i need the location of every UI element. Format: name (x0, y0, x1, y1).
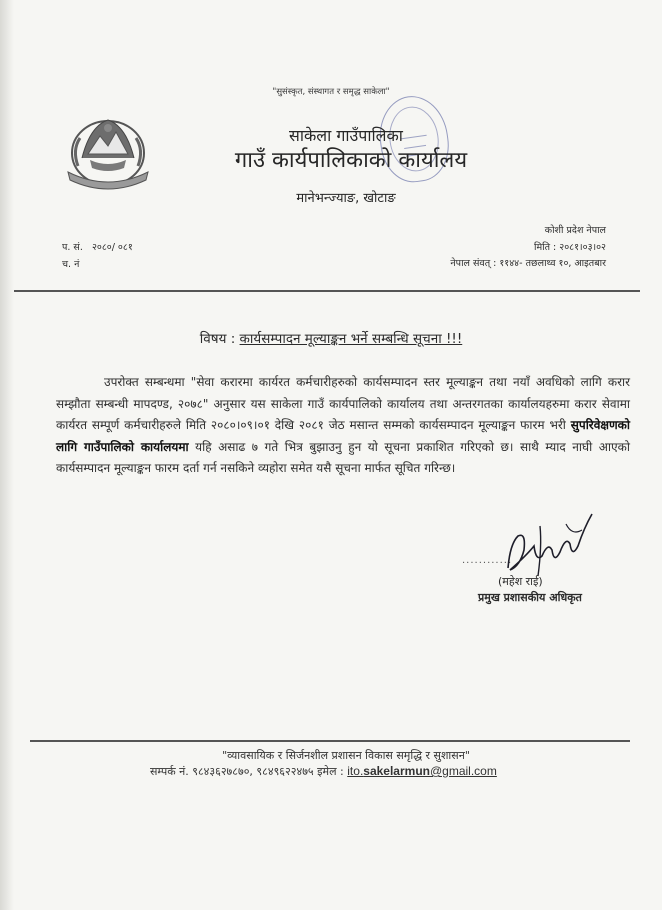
nepal-sambat-line: नेपाल संवत् : ११४४- तछलाथ्व १०, आइतबार (450, 258, 606, 269)
date-line: मिति : २०८१।०३।०२ (534, 241, 606, 253)
email-bold: sakelarmun (363, 764, 430, 778)
email-suffix: @gmail.com (429, 764, 497, 778)
footer-divider (30, 740, 630, 742)
email-link[interactable] (347, 764, 497, 778)
body-part-1: उपरोक्त सम्बन्धमा "सेवा करारमा कार्यरत कर्मचारीहरुको कार्यसम्पादन स्तर मूल्याङ्कन तथा नयाँ अवधिको लागि करार सम्झौता सम्बन्धी मापदण्ड, २०७८" अनुसार यस साकेला गाउँ कार्यपालिको कार्यालय तथा अन्तरगतका कार्यालयहरुमा करार सेवामा कार्यरत सम्पूर्ण कर्मचारीहरुले मिति २०८०।०९।०१ देखि २०८१ जेठ मसान्त सम्मको कार्यसम्पादन मूल्याङ्कन फारम भरी (56, 375, 630, 433)
signatory-title: प्रमुख प्रशासकीय अधिकृत (478, 591, 582, 604)
municipality-name: साकेला गाउँपालिका (289, 126, 403, 145)
subject-label: विषय : (199, 331, 236, 347)
body-part-2: यहि असाढ ७ गते भित्र बुझाउनु हुन यो सूचना प्रकाशित गरिएको छ। साथै म्याद नाघी आएको कार्यसम्पादन मूल्याङ्कन फारम दर्ता गर्न नसकिने व्यहोरा समेत यसै सूचना मार्फत सूचित गरिन्छ। (56, 439, 630, 476)
office-location: मानेभन्ज्याङ, खोटाङ (296, 191, 396, 206)
notice-body (56, 372, 630, 480)
header-divider (14, 290, 640, 292)
office-name: गाउँ कार्यपालिकाको कार्यालय (234, 148, 468, 173)
body-bold: सुपरिवेक्षणको लागि गाउँपालिको कार्यालयमा (56, 418, 630, 454)
letterhead-motto: "सुसंस्कृत, संस्थागत र समृद्ध साकेला" (272, 87, 390, 97)
signatory-name: (महेश राई) (498, 575, 543, 588)
reference-number (62, 240, 133, 253)
ref-value: २०८०/ ०८१ (91, 242, 133, 253)
ref-label: प. सं. (62, 242, 83, 253)
signature-dots: ............ (462, 555, 513, 566)
footer-motto: "व्यावसायिक र सिर्जनशील प्रशासन विकास समृद्धि र सुशासन" (222, 749, 470, 762)
province-line: कोशी प्रदेश नेपाल (544, 225, 606, 236)
letter-meta-right (450, 223, 606, 273)
notice-paragraph (56, 372, 630, 480)
chalani-number (62, 257, 79, 270)
chalani-label: च. नं (62, 259, 80, 270)
contact-line (150, 764, 497, 779)
contact-label: सम्पर्क नं. ९८४३६२७८७०, ९८४९६२२४७५ इमेल : (150, 765, 344, 778)
email-prefix: ito. (347, 764, 364, 778)
subject-line (0, 329, 662, 347)
subject-text: कार्यसम्पादन मूल्याङ्कन भर्ने सम्बन्धि सूचना !!! (239, 331, 463, 347)
